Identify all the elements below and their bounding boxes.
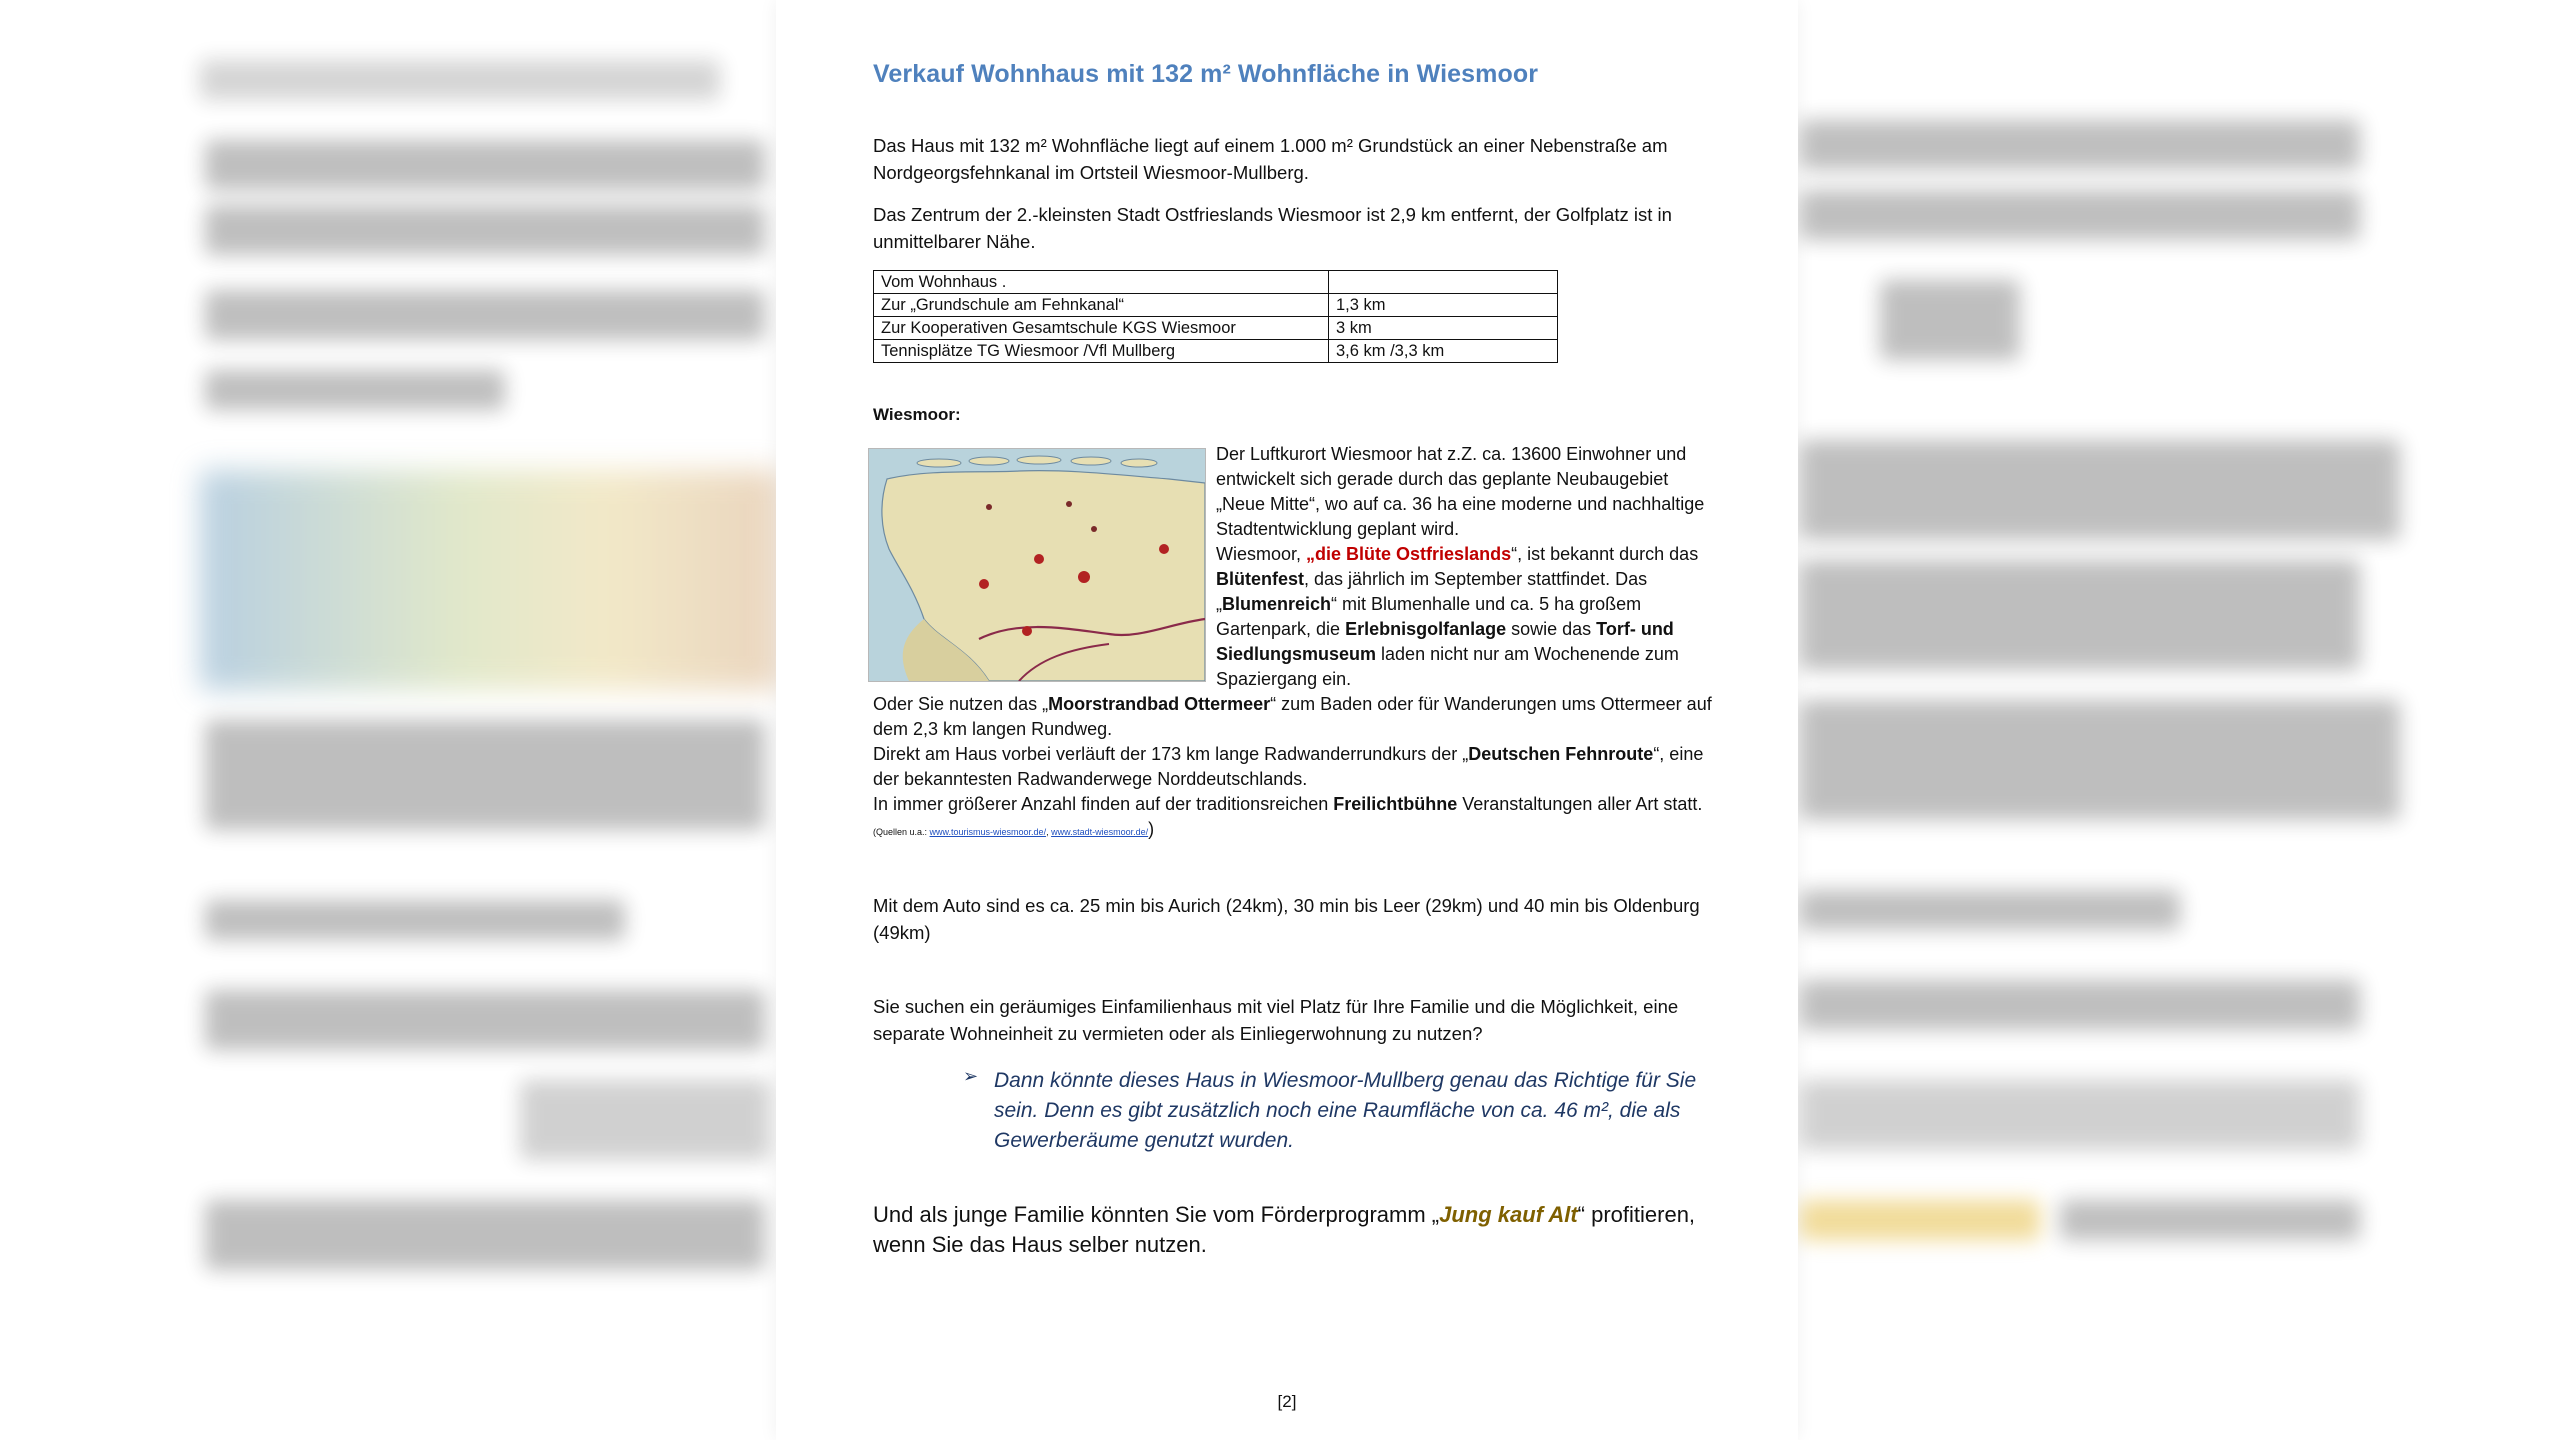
bold-moorstrandbad: Moorstrandbad Ottermeer <box>1048 694 1271 714</box>
text-run: “, eine der bekanntesten Radwanderwege Norddeutschlands. <box>873 744 1704 789</box>
bg-blur-line <box>205 205 765 255</box>
bg-blur-line <box>2060 1200 2360 1240</box>
text-run: “, ist bekannt durch das <box>1511 544 1699 564</box>
bold-bluetenfest: Blütenfest <box>1216 569 1305 589</box>
drive-times-paragraph: Mit dem Auto sind es ca. 25 min bis Aurich (24km), 30 min bis Leer (29km) und 40 min bis Oldenburg (49km) <box>873 895 1700 943</box>
bg-blur-line <box>1800 560 2360 670</box>
document-page <box>776 0 1798 1440</box>
table-row <box>874 271 1558 294</box>
text-run: Veranstaltungen aller Art statt. <box>1457 794 1703 814</box>
bg-blur-map <box>200 470 780 690</box>
table-cell-distance: 3,6 km /3,3 km <box>1329 340 1558 363</box>
source-prefix: (Quellen u.a.: <box>873 827 930 837</box>
bg-blur-line <box>205 1200 765 1270</box>
intro-paragraph-1: Das Haus mit 132 m² Wohnfläche liegt auf einem 1.000 m² Grundstück an einer Nebenstraße am Nordgeorgsfehnkanal im Ortsteil Wiesmoor-Mullberg. <box>873 135 1668 183</box>
text-run: “ mit Blumenhalle und ca. 5 ha großem Gartenpark, die <box>1216 594 1642 639</box>
table-row <box>874 340 1558 363</box>
bg-blur-line <box>520 1080 770 1160</box>
page-title: Verkauf Wohnhaus mit 132 m² Wohnfläche in Wiesmoor <box>873 60 1539 88</box>
table-row <box>874 294 1558 317</box>
text-run: Und als junge Familie könnten Sie vom Förderprogramm „ <box>873 1202 1440 1227</box>
question-paragraph: Sie suchen ein geräumiges Einfamilienhaus mit viel Platz für Ihre Familie und die Möglichkeit, eine separate Wohneinheit zu vermieten oder als Einliegerwohnung zu nutzen? <box>873 996 1679 1044</box>
table-row <box>874 317 1558 340</box>
bg-blur-line <box>1880 280 2020 360</box>
distance-table <box>873 270 1558 363</box>
bg-blur-line <box>205 140 765 190</box>
page-number: [2] <box>1277 1392 1297 1411</box>
bg-blur-line <box>200 60 720 100</box>
bullet-text: Dann könnte dieses Haus in Wiesmoor-Mullberg genau das Richtige für Sie sein. Denn es gibt zusätzlich noch eine Raumfläche von ca. 46 m², die als Gewerberäume genutzt wurden. <box>994 1069 1697 1152</box>
highlight-bluete-ostfrieslands: „die Blüte Ostfrieslands <box>1306 544 1512 564</box>
arrow-bullet-icon: ➢ <box>963 1066 979 1086</box>
bold-freilichtbuehne: Freilichtbühne <box>1333 794 1458 814</box>
wiesmoor-paragraph-1: Der Luftkurort Wiesmoor hat z.Z. ca. 13600 Einwohner und entwickelt sich gerade durch das geplante Neubaugebiet „Neue Mitte“, wo auf ca. 36 ha eine moderne und nachhaltige Stadtentwicklung geplant wird. <box>1216 444 1705 539</box>
bg-blur-line <box>205 990 765 1050</box>
bg-blur-line <box>1800 1080 2360 1150</box>
bold-blumenreich: Blumenreich <box>1222 594 1332 614</box>
source-suffix: ) <box>1148 819 1155 839</box>
bold-deutsche-fehnroute: Deutschen Fehnroute <box>1468 744 1654 764</box>
bold-torf-museum: Torf- und Siedlungsmuseum <box>1216 619 1674 664</box>
wiesmoor-description-continued <box>873 692 1723 845</box>
table-cell-distance: 1,3 km <box>1329 294 1558 317</box>
closing-paragraph <box>873 1200 1723 1260</box>
bg-blur-line <box>205 720 765 830</box>
bg-blur-line <box>1800 440 2400 540</box>
text-run: “ profitieren, wenn Sie das Haus selber nutzen. <box>873 1202 1696 1257</box>
bg-blur-highlight <box>1800 1200 2040 1240</box>
bg-blur-line <box>1800 190 2360 240</box>
text-run: , das jährlich im September stattfindet. Das „ <box>1216 569 1648 614</box>
table-cell-distance: 3 km <box>1329 317 1558 340</box>
region-map-graphic <box>869 449 1205 681</box>
bg-blur-line <box>205 290 765 340</box>
region-map-image <box>868 448 1206 682</box>
text-run: “ zum Baden oder für Wanderungen ums Ottermeer auf dem 2,3 km langen Rundweg. <box>873 694 1712 739</box>
text-run: Wiesmoor, <box>1216 544 1307 564</box>
text-run: Direkt am Haus vorbei verläuft der 173 km lange Radwanderrundkurs der „ <box>873 744 1469 764</box>
text-run: In immer größerer Anzahl finden auf der traditionsreichen <box>873 794 1334 814</box>
bg-blur-line <box>1800 120 2360 170</box>
bg-blur-line <box>1800 980 2360 1030</box>
source-link-stadt[interactable]: www.stadt-wiesmoor.de/ <box>1051 827 1149 837</box>
intro-paragraph-2: Das Zentrum der 2.-kleinsten Stadt Ostfrieslands Wiesmoor ist 2,9 km entfernt, der Golfplatz ist in unmittelbarer Nähe. <box>873 204 1672 252</box>
table-header-cell: Vom Wohnhaus . <box>874 271 1329 294</box>
text-run: Oder Sie nutzen das „ <box>873 694 1049 714</box>
wiesmoor-description <box>1216 442 1716 692</box>
table-cell-place: Tennisplätze TG Wiesmoor /Vfl Mullberg <box>874 340 1329 363</box>
bg-blur-line <box>1800 890 2180 930</box>
table-header-cell-empty <box>1329 271 1558 294</box>
bg-blur-line <box>205 370 505 410</box>
bg-blur-line <box>1800 700 2400 820</box>
source-separator: , <box>1046 827 1052 837</box>
table-cell-place: Zur Kooperativen Gesamtschule KGS Wiesmoor <box>874 317 1329 340</box>
bg-blur-line <box>205 900 625 940</box>
section-heading: Wiesmoor: <box>873 405 961 424</box>
text-run: laden nicht nur am Wochenende zum Spaziergang ein. <box>1216 644 1679 689</box>
text-run: sowie das <box>1506 619 1597 639</box>
table-cell-place: Zur „Grundschule am Fehnkanal“ <box>874 294 1329 317</box>
source-link-tourismus[interactable]: www.tourismus-wiesmoor.de/ <box>929 827 1047 837</box>
highlight-jung-kauf-alt: Jung kauf Alt <box>1439 1202 1578 1227</box>
bold-erlebnisgolfanlage: Erlebnisgolfanlage <box>1345 619 1507 639</box>
